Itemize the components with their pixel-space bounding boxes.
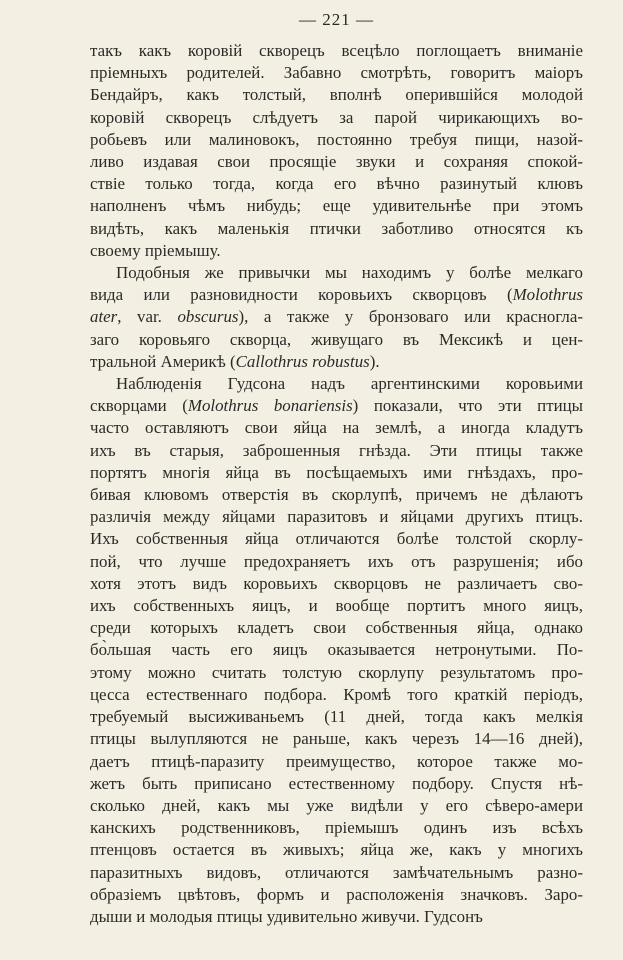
text-run: своему пріемышу. [90, 240, 221, 260]
text-line [90, 773, 583, 795]
text-line [90, 240, 583, 262]
text-line [90, 84, 583, 106]
text-run: пой, что лучше предохраняетъ ихъ отъ разрушенія; ибо [90, 551, 583, 571]
text-run: Бендайръ, какъ толстый, вполнѣ оперившійся молодой [90, 85, 583, 105]
text-run: такъ какъ коровій скворецъ всецѣло поглощаетъ вниманіе [90, 41, 583, 60]
text-run: этому можно считать толстую скорлупу результатомъ про- [90, 662, 583, 682]
text-run: пріемныхъ родителей. Забавно смотрѣть, говоритъ маіоръ [90, 63, 583, 83]
text-run: среди которыхъ кладетъ свои собственныя яйца, однако [90, 618, 583, 638]
text-line [90, 462, 583, 484]
text-line [90, 284, 583, 306]
text-line [90, 351, 583, 373]
text-run: жетъ быть приписано естественному подбору. Спустя нѣ- [90, 773, 583, 793]
text-line [90, 595, 583, 617]
text-run: ливо издавая свои просящіе звуки и сохраняя спокой- [90, 152, 583, 172]
text-line [90, 373, 583, 395]
text-line [90, 706, 583, 728]
text-run: тральной Америкѣ ( [90, 351, 236, 371]
text-line [90, 62, 583, 84]
text-run: бивая клювомъ отверстія въ скорлупѣ, причемъ не дѣлаютъ [90, 485, 583, 505]
text-line [90, 417, 583, 439]
text-run: бо̀льшая часть его яицъ оказывается нетронутыми. По- [90, 640, 583, 660]
text-run: часто оставляютъ свои яйца на землѣ, а иногда кладутъ [90, 418, 583, 438]
text-run: даетъ птицѣ-паразиту преимущество, которое также мо- [90, 751, 583, 771]
latin-species-name: ater [90, 307, 118, 327]
text-run: заго коровьяго скворца, живущаго въ Мексикѣ и цен- [90, 329, 583, 349]
text-line [90, 107, 583, 129]
text-line [90, 262, 583, 284]
text-line [90, 218, 583, 240]
latin-species-name: Molothrus [512, 285, 583, 305]
text-line [90, 662, 583, 684]
paragraph [90, 40, 583, 262]
text-run: Подобныя же привычки мы находимъ у болѣе мелкаго [116, 263, 583, 283]
text-run: ) показали, что эти птицы [352, 396, 583, 416]
text-run: Ихъ собственныя яйца отличаются болѣе толстой скорлу- [90, 529, 583, 549]
text-run: портятъ многія яйца въ посѣщаемыхъ ими гнѣздахъ, про- [90, 462, 583, 482]
text-run: различія между яйцами паразитовъ и яйцами другихъ птицъ. [90, 507, 583, 527]
text-run: птенцовъ остается въ живыхъ; яйца же, какъ у многихъ [90, 840, 583, 860]
text-line [90, 839, 583, 861]
text-run: коровій скворецъ слѣдуетъ за парой чирикающихъ во- [90, 107, 583, 127]
text-line [90, 329, 583, 351]
text-line [90, 884, 583, 906]
text-line [90, 151, 583, 173]
text-run: ), а также у бронзоваго или красногла- [238, 307, 583, 327]
text-line [90, 906, 583, 928]
text-run: птицы вылупляются не раньше, какъ черезъ 14—16 дней), [90, 729, 583, 749]
text-run: , var. [117, 307, 178, 327]
text-line [90, 617, 583, 639]
text-line [90, 528, 583, 550]
body-text [90, 40, 583, 928]
text-run: ихъ въ старыя, заброшенныя гнѣзда. Эти птицы также [90, 440, 583, 460]
text-line [90, 573, 583, 595]
page-number: — 221 — [299, 10, 374, 29]
text-run: дыши и молодыя птицы удивительно живучи. Гудсонъ [90, 906, 483, 926]
text-run: робьевъ или малиновокъ, постоянно требуя пищи, назой- [90, 129, 583, 149]
text-line [90, 639, 583, 661]
text-line [90, 551, 583, 573]
text-run: Наблюденія Гудсона надъ аргентинскими коровьими [116, 374, 583, 394]
text-line [90, 506, 583, 528]
text-run: наполненъ чѣмъ нибудь; еще удивительнѣе при этомъ [90, 196, 583, 216]
text-line [90, 306, 583, 328]
text-run: ствіе только тогда, когда его вѣчно разинутый клювъ [90, 174, 583, 194]
text-line [90, 440, 583, 462]
text-line [90, 195, 583, 217]
text-line [90, 728, 583, 750]
text-run: паразитныхъ видовъ, отличаются замѣчательнымъ разно- [90, 862, 583, 882]
text-run: ихъ собственныхъ яицъ, и вообще портитъ много яицъ, [90, 596, 583, 616]
latin-species-name: obscurus [177, 307, 239, 327]
text-line [90, 40, 583, 62]
latin-species-name: Callothrus robustus [235, 351, 370, 371]
text-line [90, 395, 583, 417]
text-run: ). [369, 351, 380, 371]
text-line [90, 795, 583, 817]
text-line [90, 129, 583, 151]
text-run: цесса естественнаго подбора. Кромѣ того краткій періодъ, [90, 684, 583, 704]
text-run: видѣть, какъ маленькія птички заботливо относятся къ [90, 218, 583, 238]
text-run: вида или разновидности коровьихъ скворцовъ ( [90, 285, 513, 305]
text-line [90, 817, 583, 839]
text-run: требуемый высиживаньемъ (11 дней, тогда какъ мелкія [90, 707, 583, 727]
paragraph [90, 373, 583, 928]
text-line [90, 173, 583, 195]
text-line [90, 484, 583, 506]
text-run: скворцами ( [90, 396, 188, 416]
text-line [90, 751, 583, 773]
text-run: сколько дней, какъ мы уже видѣли у его сѣверо-амери [90, 795, 583, 815]
text-run: образіемъ цвѣтовъ, формъ и расположенія значковъ. Заро- [90, 884, 583, 904]
text-run: канскихъ родственниковъ, пріемышъ одинъ изъ всѣхъ [90, 818, 583, 838]
latin-species-name: Molothrus bonariensis [187, 396, 353, 416]
paragraph [90, 262, 583, 373]
text-line [90, 684, 583, 706]
text-line [90, 862, 583, 884]
text-run: хотя этотъ видъ коровьихъ скворцовъ не различаетъ сво- [90, 573, 583, 593]
